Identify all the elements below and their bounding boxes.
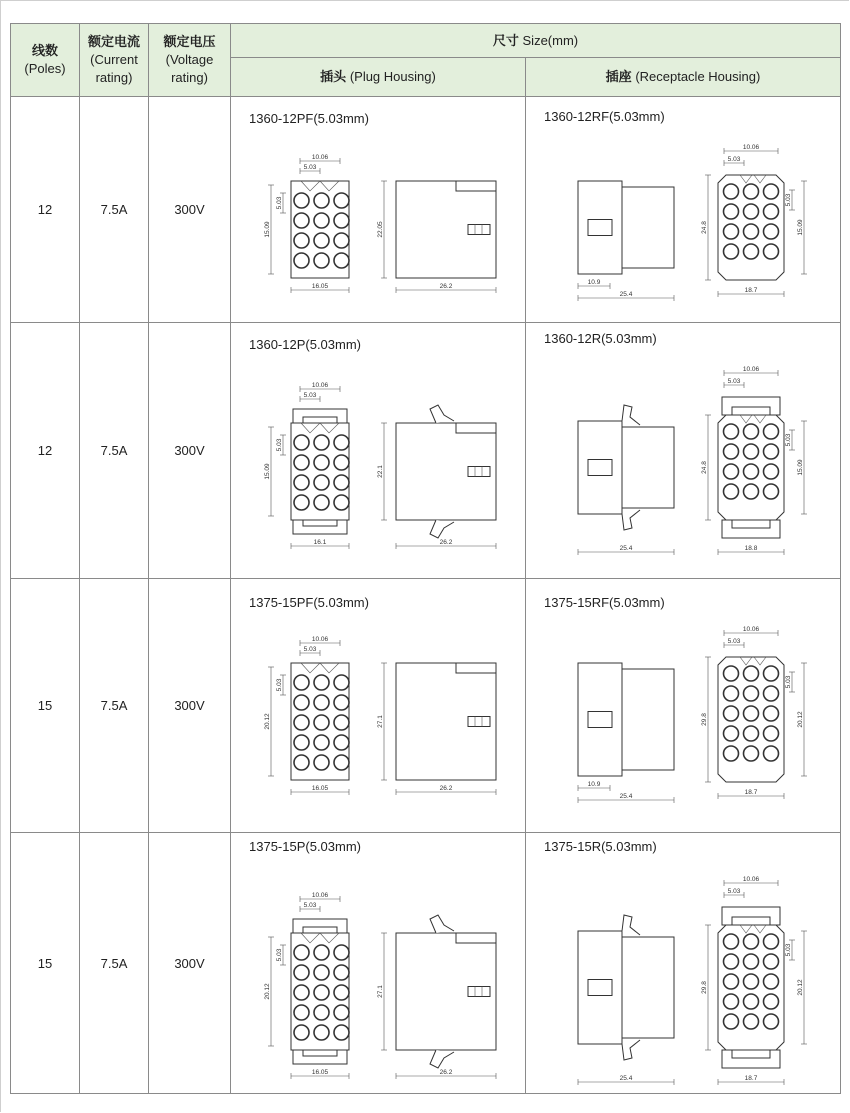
dimension-label: 26.2 [439,785,453,792]
pin-cavity [764,184,779,199]
pin-cavity [744,706,759,721]
plug-side-step [456,663,496,673]
header-plug-en: (Plug Housing) [349,69,436,84]
pin-cavity [724,666,739,681]
pin-cavity [744,666,759,681]
pin-cavity [314,695,329,710]
pin-cavity [294,695,309,710]
header-size-en: Size(mm) [522,32,579,48]
latch-arm [622,1040,640,1060]
dimension-label: 26.2 [439,1069,453,1076]
dimension-label: 24.8 [701,221,708,234]
pin-cavity [294,475,309,490]
pin-cavity [334,475,349,490]
dimension-label: 10.06 [311,382,329,389]
header-size-zh: 尺寸 [492,32,519,48]
header-plug-zh: 插头 [320,69,347,84]
terminal-window [588,712,612,728]
pin-cavity [724,974,739,989]
pin-cavity [764,706,779,721]
pin-cavity [334,435,349,450]
receptacle-model: 1375-15R(5.03mm) [544,839,657,854]
pin-cavity [744,974,759,989]
dimension-label: 25.4 [619,793,633,800]
latch-arm [430,1050,454,1068]
dimension-label: 5.03 [276,678,283,692]
table-row [11,833,841,1094]
current-value: 7.5A [80,323,149,579]
pin-cavity [744,224,759,239]
dimension-label: 5.03 [785,193,792,207]
header-receptacle-en: (Receptacle Housing) [635,69,761,84]
dimension-label: 20.12 [264,983,271,1000]
pin-cavity [764,954,779,969]
terminal-window [468,717,490,727]
pin-cavity [314,755,329,770]
plug-drawing [231,833,526,1094]
latch-slot [732,1050,770,1058]
pin-cavity [294,1025,309,1040]
latch-slot [303,520,337,526]
dimension-label: 5.03 [276,438,283,452]
pin-cavity [294,495,309,510]
pin-cavity [294,675,309,690]
plug-model: 1360-12P(5.03mm) [249,337,361,352]
plug-cell [231,323,526,579]
pin-cavity [724,204,739,219]
pin-cavity [334,193,349,208]
receptacle-cell [526,323,841,579]
pin-cavity [314,1005,329,1020]
receptacle-side-front [622,937,674,1038]
plug-cell [231,97,526,323]
pin-cavity [334,1005,349,1020]
dimension-label: 16.05 [311,283,329,290]
terminal-window [468,467,490,477]
pin-cavity [764,686,779,701]
current-value: 7.5A [80,579,149,833]
pin-cavity [764,666,779,681]
pin-cavity [764,746,779,761]
pin-cavity [764,484,779,499]
pin-cavity [744,484,759,499]
dimension-label: 5.03 [303,392,317,399]
pin-cavity [314,495,329,510]
dimension-label: 20.12 [264,713,271,730]
header-size [231,24,841,58]
dimension-label: 24.8 [701,461,708,474]
receptacle-drawing [526,323,841,579]
pin-cavity [294,715,309,730]
header-receptacle-zh: 插座 [605,69,632,84]
pin-cavity [314,675,329,690]
pin-cavity [334,715,349,730]
dimension-label: 18.7 [744,1075,758,1082]
pin-cavity [764,1014,779,1029]
pin-cavity [334,695,349,710]
pin-cavity [724,464,739,479]
pin-cavity [334,945,349,960]
terminal-window [588,460,612,476]
pin-cavity [744,726,759,741]
latch-arm [430,405,454,423]
voltage-value: 300V [149,97,231,323]
pin-cavity [744,184,759,199]
pin-cavity [724,244,739,259]
dimension-label: 10.06 [311,636,329,643]
pin-cavity [744,424,759,439]
terminal-window [588,980,612,996]
current-value: 7.5A [80,833,149,1094]
dimension-label: 15.09 [797,459,804,476]
pin-cavity [314,475,329,490]
dimension-label: 5.03 [785,433,792,447]
pin-cavity [764,994,779,1009]
latch-slot [303,1050,337,1056]
receptacle-model: 1360-12RF(5.03mm) [544,109,665,124]
dimension-label: 22.05 [377,221,384,238]
pin-cavity [724,184,739,199]
pin-cavity [764,444,779,459]
header-current-en: (Current rating) [90,52,138,85]
receptacle-side-front [622,669,674,770]
plug-cell [231,833,526,1094]
pin-cavity [764,974,779,989]
receptacle-model: 1375-15RF(5.03mm) [544,595,665,610]
dimension-label: 10.06 [742,626,760,633]
plug-model: 1360-12PF(5.03mm) [249,111,369,126]
pin-cavity [294,253,309,268]
latch-slot [732,407,770,415]
pin-cavity [724,444,739,459]
dimension-label: 16.1 [313,539,327,546]
receptacle-drawing [526,97,841,323]
pin-cavity [314,253,329,268]
pin-cavity [334,735,349,750]
header-voltage-zh: 额定电压 [163,34,216,49]
header-poles [11,24,80,97]
pin-cavity [724,994,739,1009]
pin-cavity [314,985,329,1000]
plug-side-step [456,933,496,943]
pin-cavity [724,484,739,499]
header-current [80,24,149,97]
header-poles-zh: 线数 [31,43,58,58]
dimension-label: 25.4 [619,291,633,298]
pin-cavity [744,1014,759,1029]
pin-cavity [334,1025,349,1040]
pin-cavity [314,735,329,750]
dimension-label: 26.2 [439,539,453,546]
header-poles-en: (Poles) [24,61,66,76]
receptacle-cell [526,97,841,323]
dimension-label: 18.8 [744,545,758,552]
terminal-window [468,225,490,235]
voltage-value: 300V [149,833,231,1094]
dimension-label: 15.09 [264,221,271,238]
pin-cavity [724,726,739,741]
pin-cavity [744,204,759,219]
dimension-label: 5.03 [276,948,283,962]
pin-cavity [744,934,759,949]
dimension-label: 15.09 [264,463,271,480]
pin-cavity [334,495,349,510]
table-row [11,579,841,833]
latch-slot [732,520,770,528]
receptacle-cell [526,833,841,1094]
dimension-label: 18.7 [744,789,758,796]
pin-cavity [764,204,779,219]
pin-cavity [724,686,739,701]
pin-cavity [744,746,759,761]
pin-cavity [294,233,309,248]
latch-slot [303,417,337,423]
dimension-label: 5.03 [303,902,317,909]
receptacle-cell [526,579,841,833]
latch-arm [430,915,454,933]
dimension-label: 20.12 [797,979,804,996]
pin-cavity [334,985,349,1000]
header-receptacle [526,58,841,97]
plug-model: 1375-15PF(5.03mm) [249,595,369,610]
header-voltage-en: (Voltage rating) [165,52,214,85]
plug-side-step [456,181,496,191]
pin-cavity [724,1014,739,1029]
dimension-label: 18.7 [744,287,758,294]
pin-cavity [294,193,309,208]
pin-cavity [294,985,309,1000]
receptacle-drawing [526,833,841,1094]
pin-cavity [724,424,739,439]
dimension-label: 5.03 [727,638,741,645]
poles-value: 15 [11,579,80,833]
pin-cavity [294,755,309,770]
dimension-label: 5.03 [785,943,792,957]
pin-cavity [314,965,329,980]
dimension-label: 29.8 [701,713,708,726]
pin-cavity [334,253,349,268]
plug-cell [231,579,526,833]
pin-cavity [724,954,739,969]
pin-cavity [724,706,739,721]
pin-cavity [314,233,329,248]
pin-cavity [744,954,759,969]
dimension-label: 5.03 [276,196,283,210]
terminal-window [588,220,612,236]
receptacle-side-front [622,187,674,268]
pin-cavity [334,213,349,228]
pin-cavity [294,435,309,450]
pin-cavity [314,455,329,470]
plug-model: 1375-15P(5.03mm) [249,839,361,854]
pin-cavity [314,1025,329,1040]
connector-spec-table [10,23,841,1094]
dimension-label: 16.05 [311,785,329,792]
pin-cavity [314,715,329,730]
pin-cavity [294,735,309,750]
dimension-label: 5.03 [727,156,741,163]
pin-cavity [764,726,779,741]
dimension-label: 10.06 [742,876,760,883]
pin-cavity [314,945,329,960]
pin-cavity [764,424,779,439]
table-row [11,97,841,323]
pin-cavity [764,464,779,479]
poles-value: 15 [11,833,80,1094]
dimension-label: 10.9 [587,279,601,286]
plug-drawing [231,97,526,323]
dimension-label: 10.9 [587,781,601,788]
latch-arm [622,405,640,425]
pin-cavity [764,224,779,239]
pin-cavity [744,464,759,479]
pin-cavity [724,746,739,761]
pin-cavity [334,455,349,470]
dimension-label: 10.06 [311,154,329,161]
dimension-label: 5.03 [785,675,792,689]
dimension-label: 10.06 [311,892,329,899]
plug-drawing [231,579,526,833]
voltage-value: 300V [149,579,231,833]
dimension-label: 20.12 [797,711,804,728]
pin-cavity [334,755,349,770]
pin-cavity [294,945,309,960]
dimension-label: 27.1 [377,715,384,728]
pin-cavity [294,455,309,470]
pin-cavity [764,244,779,259]
poles-value: 12 [11,97,80,323]
pin-cavity [294,1005,309,1020]
pin-cavity [314,213,329,228]
pin-cavity [334,675,349,690]
pin-cavity [314,193,329,208]
dimension-label: 25.4 [619,1075,633,1082]
pin-cavity [334,233,349,248]
pin-cavity [724,934,739,949]
poles-value: 12 [11,323,80,579]
header-voltage [149,24,231,97]
receptacle-side-front [622,427,674,508]
header-plug [231,58,526,97]
dimension-label: 5.03 [303,646,317,653]
plug-side-step [456,423,496,433]
dimension-label: 5.03 [727,378,741,385]
receptacle-model: 1360-12R(5.03mm) [544,331,657,346]
pin-cavity [294,965,309,980]
latch-arm [430,520,454,538]
dimension-label: 10.06 [742,144,760,151]
terminal-window [468,987,490,997]
current-value: 7.5A [80,97,149,323]
dimension-label: 22.1 [377,465,384,478]
pin-cavity [744,686,759,701]
dimension-label: 29.8 [701,981,708,994]
latch-arm [622,915,640,935]
pin-cavity [294,213,309,228]
pin-cavity [334,965,349,980]
pin-cavity [744,444,759,459]
dimension-label: 27.1 [377,985,384,998]
pin-cavity [764,934,779,949]
dimension-label: 10.06 [742,366,760,373]
dimension-label: 15.09 [797,219,804,236]
dimension-label: 5.03 [727,888,741,895]
dimension-label: 5.03 [303,164,317,171]
receptacle-drawing [526,579,841,833]
dimension-label: 25.4 [619,545,633,552]
pin-cavity [314,435,329,450]
voltage-value: 300V [149,323,231,579]
table-row [11,323,841,579]
pin-cavity [724,224,739,239]
latch-slot [303,927,337,933]
latch-arm [622,510,640,530]
plug-drawing [231,323,526,579]
dimension-label: 26.2 [439,283,453,290]
dimension-label: 16.05 [311,1069,329,1076]
header-current-zh: 额定电流 [87,34,140,49]
latch-slot [732,917,770,925]
pin-cavity [744,994,759,1009]
pin-cavity [744,244,759,259]
